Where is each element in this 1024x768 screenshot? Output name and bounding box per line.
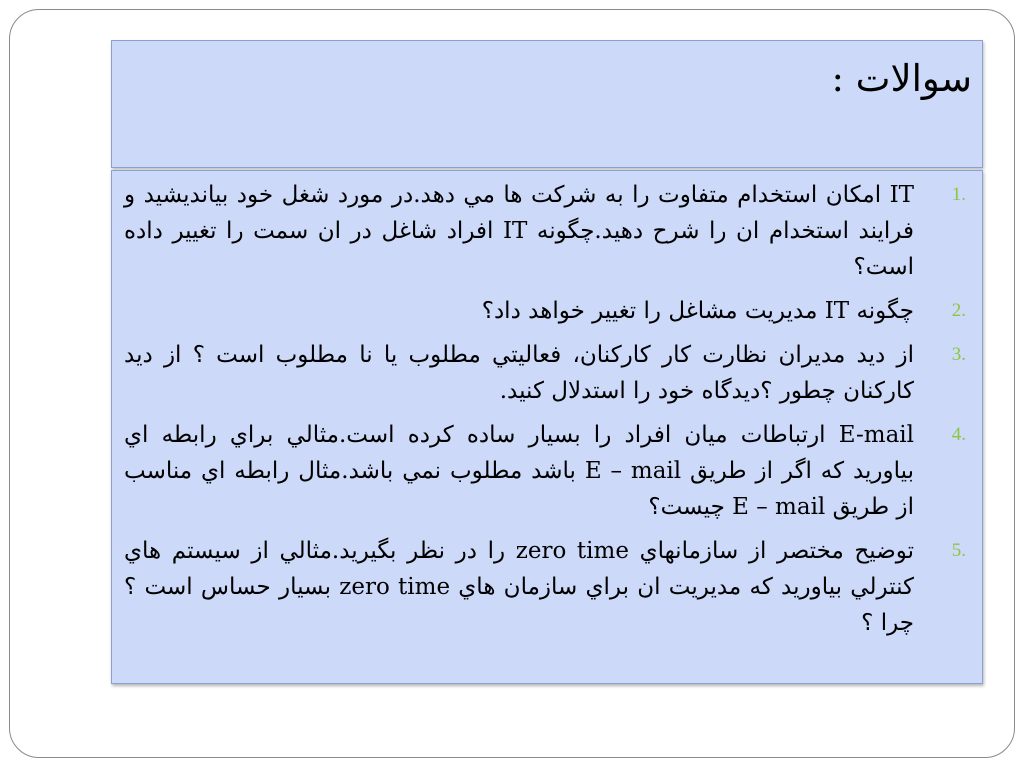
list-item-text: چگونه IT مدیریت مشاغل را تغییر خواهد داد؟ [481,298,914,324]
list-item-number: 1. [951,184,966,205]
list-item-number: 3. [951,344,966,365]
list-item-text: توضیح مختصر از سازمانهاي zero time را در نظر بگیرید.مثالي از سیستم هاي کنترلي بیاورید که مدیریت ان براي سازمان هاي zero time بسیار حساس است ؟چرا ؟ [124,538,915,636]
list-item [124,177,972,285]
list-item [124,417,972,525]
list-item-number: 5. [951,540,966,561]
question-list [124,177,972,649]
title-box [111,40,983,168]
list-item-text: IT امکان استخدام متفاوت را به شرکت ها مي دهد.در مورد شغل خود بیاندیشید و فرایند استخدام ان را شرح دهید.چگونه IT افراد شاغل در ان سمت را تغییر داده است؟ [124,182,914,280]
list-item [124,533,972,641]
content-box [111,170,983,684]
slide [9,9,1015,758]
list-item-text: E-mail ارتباطات میان افراد را بسیار ساده کرده است.مثالي براي رابطه اي بیاورید که اگر از طريق E – mail باشد مطلوب نمي باشد.مثال رابطه اي مناسب از طریق E – mail چیست؟ [124,422,915,520]
slide-title: سوالات : [831,57,972,100]
list-item [124,337,972,409]
list-item-number: 2. [951,300,966,321]
list-item-text: از دید مدیران نظارت کار کارکنان، فعاليتي مطلوب یا نا مطلوب است ؟ از دید کارکنان چطور ؟دیدگاه خود را استدلال کنید. [124,342,914,404]
list-item [124,293,972,329]
list-item-number: 4. [951,424,966,445]
